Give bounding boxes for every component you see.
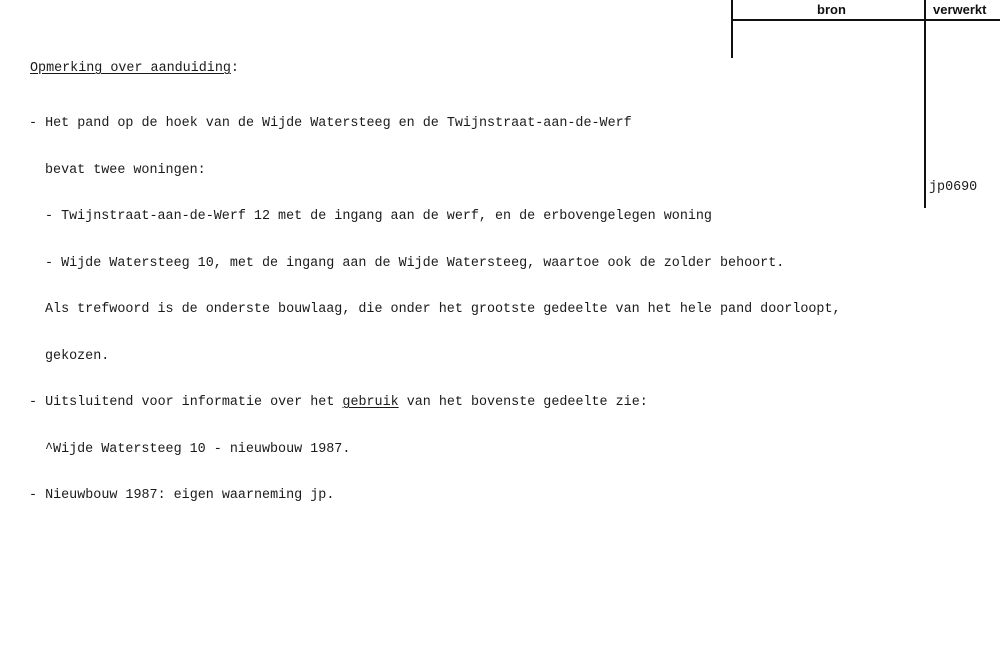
note-line-4: - Wijde Watersteeg 10, met de ingang aan de Wijde Watersteeg, waartoe ook de zolder behoort. [45,255,785,271]
usage-underlined-word: gebruik [342,395,399,410]
usage-prefix: - Uitsluitend voor informatie over het [29,395,343,410]
note-line-2: bevat twee woningen: [45,162,206,178]
note-line-1: - Het pand op de hoek van de Wijde Watersteeg en de Twijnstraat-aan-de-Werf [29,116,632,131]
source-line: - Nieuwbouw 1987: eigen waarneming jp. [29,488,335,503]
note-body [29,85,841,519]
note-line-3: - Twijnstraat-aan-de-Werf 12 met de ingang aan de werf, en de erbovengelegen woning [45,209,712,224]
table-header-rule [732,19,1000,21]
reference-link[interactable]: ^Wijde Watersteeg 10 - nieuwbouw 1987. [45,441,351,457]
note-line-5: Als trefwoord is de onderste bouwlaag, die onder het grootste gedeelte van het hele pand doorloopt, [45,302,841,317]
table-divider-middle [924,0,926,208]
note-heading-colon: : [230,61,239,76]
verwerkt-code: jp0690 [929,180,978,195]
note-line-6: gekozen. [45,348,110,364]
table-divider-left [731,0,733,58]
note-heading-text: Opmerking over aanduiding [30,61,231,76]
note-usage-line [29,395,841,411]
note-heading [30,61,239,77]
usage-suffix: van het bovenste gedeelte zie: [398,395,648,410]
column-header-bron: bron [817,2,846,17]
column-header-verwerkt: verwerkt [933,2,987,17]
